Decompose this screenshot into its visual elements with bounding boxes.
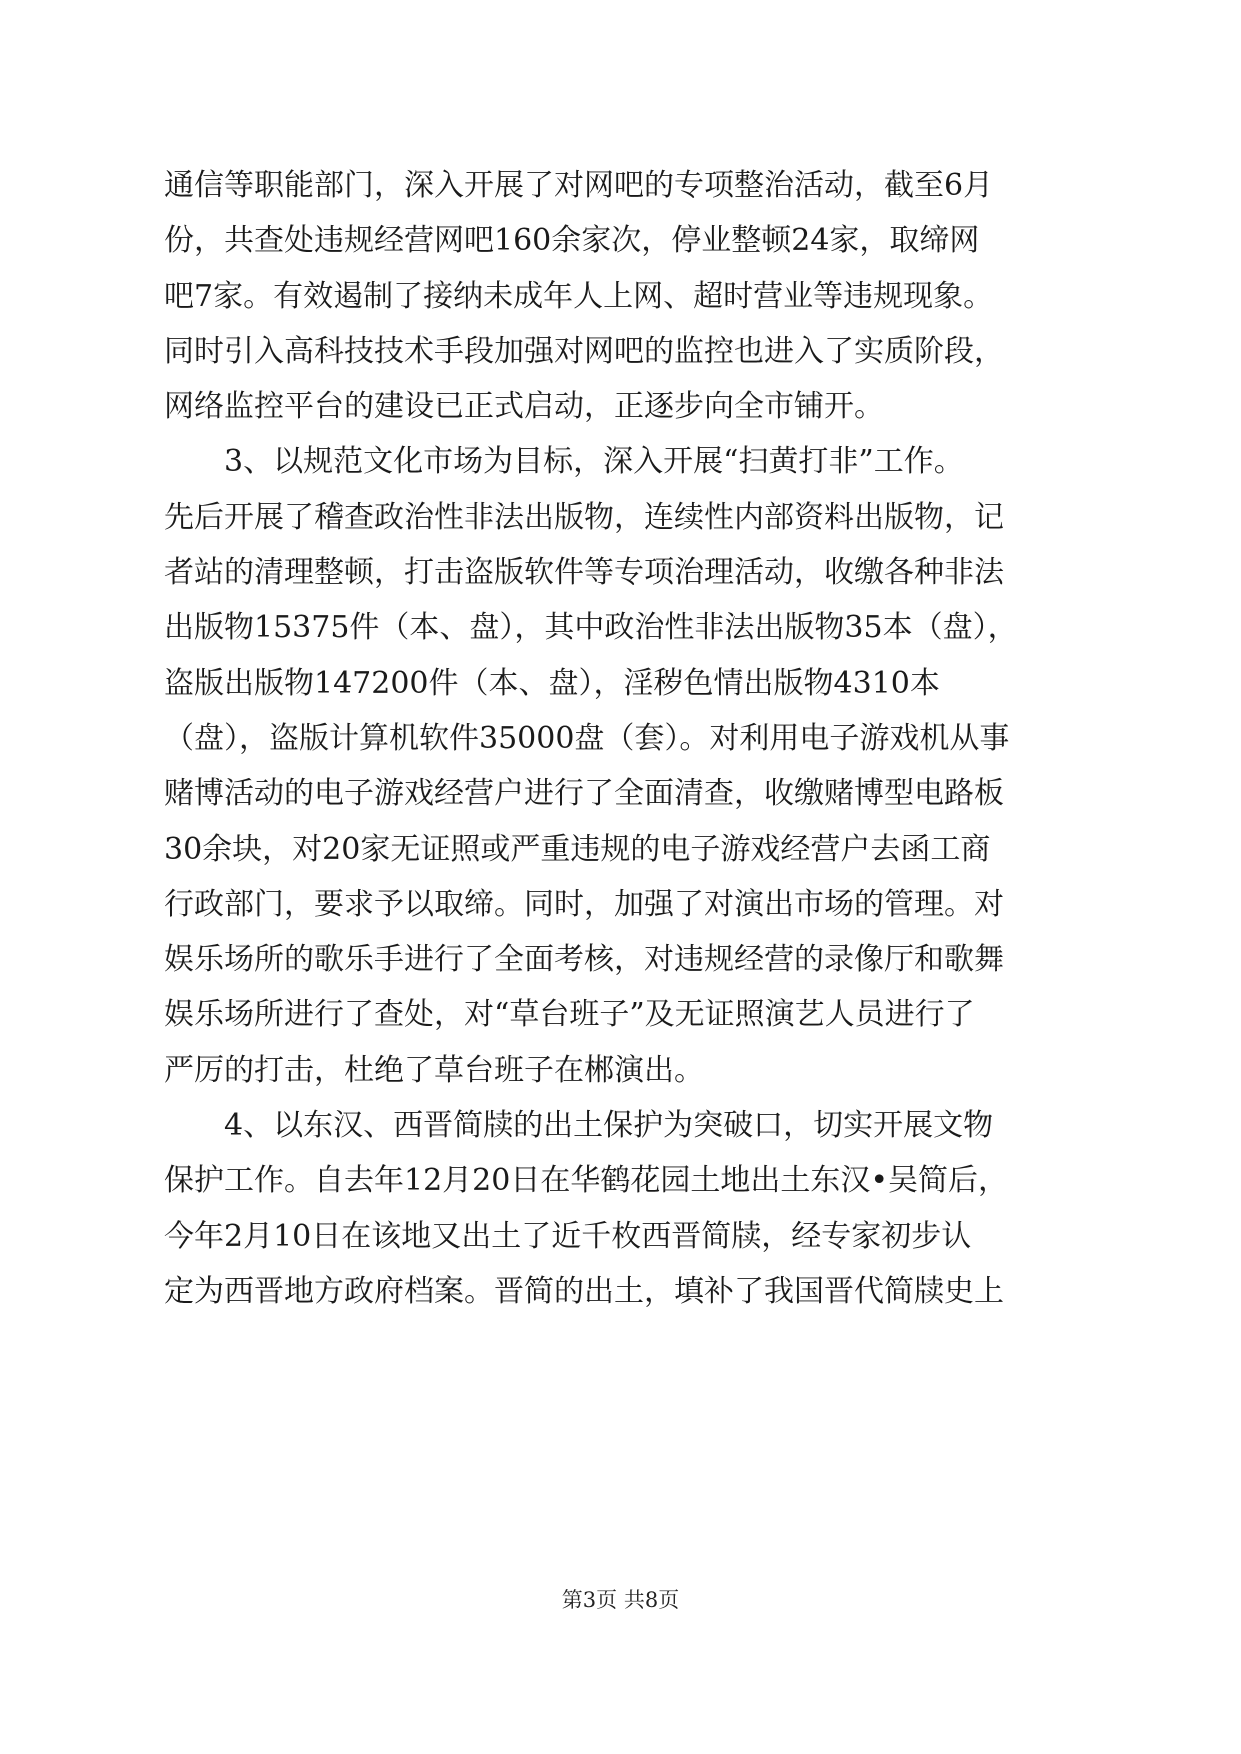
text-line: （盘），盗版计算机软件35000盘（套）。对利用电子游戏机从事 [164, 720, 1010, 756]
text-line: 行政部门，要求予以取缔。同时，加强了对演出市场的管理。对 [164, 886, 1004, 922]
text-line: 盗版出版物147200件（本、盘），淫秽色情出版物4310本 [164, 665, 940, 701]
text-line: 网络监控平台的建设已正式启动，正逐步向全市铺开。 [164, 389, 884, 425]
document-body [164, 158, 1084, 1319]
text-line: 出版物15375件（本、盘），其中政治性非法出版物35本（盘）， [164, 610, 1018, 646]
text-line: 今年2月10日在该地又出土了近千枚西晋简牍，经专家初步认 [164, 1218, 972, 1254]
text-line: 30余块，对20家无证照或严重违规的电子游戏经营户去函工商 [164, 831, 991, 867]
text-line: 定为西晋地方政府档案。晋简的出土，填补了我国晋代简牍史上 [164, 1273, 1004, 1309]
text-line: 严厉的打击，杜绝了草台班子在郴演出。 [164, 1052, 704, 1088]
text-line: 者站的清理整顿，打击盗版软件等专项治理活动，收缴各种非法 [164, 555, 1004, 591]
text-line: 娱乐场所的歌乐手进行了全面考核，对违规经营的录像厅和歌舞 [164, 942, 1004, 978]
page-number-footer: 第3页 共8页 [561, 1588, 680, 1612]
text-line: 娱乐场所进行了查处，对“草台班子”及无证照演艺人员进行了 [164, 997, 975, 1033]
text-line: 份，共查处违规经营网吧160余家次，停业整顿24家，取缔网 [164, 223, 980, 259]
paragraph-start-line: 4、以东汉、西晋简牍的出土保护为突破口，切实开展文物 [224, 1108, 994, 1144]
text-line: 先后开展了稽查政治性非法出版物，连续性内部资料出版物，记 [164, 499, 1004, 535]
text-line: 通信等职能部门，深入开展了对网吧的专项整治活动，截至6月 [164, 168, 994, 203]
text-line: 同时引入高科技技术手段加强对网吧的监控也进入了实质阶段， [164, 333, 1004, 369]
text-line: 赌博活动的电子游戏经营户进行了全面清查，收缴赌博型电路板 [164, 776, 1004, 812]
text-line: 保护工作。自去年12月20日在华鹤花园土地出土东汉•吴简后， [164, 1163, 1009, 1199]
paragraph-start-line: 3、以规范文化市场为目标，深入开展“扫黄打非”工作。 [224, 444, 964, 480]
text-line: 吧7家。有效遏制了接纳未成年人上网、超时营业等违规现象。 [164, 278, 994, 314]
